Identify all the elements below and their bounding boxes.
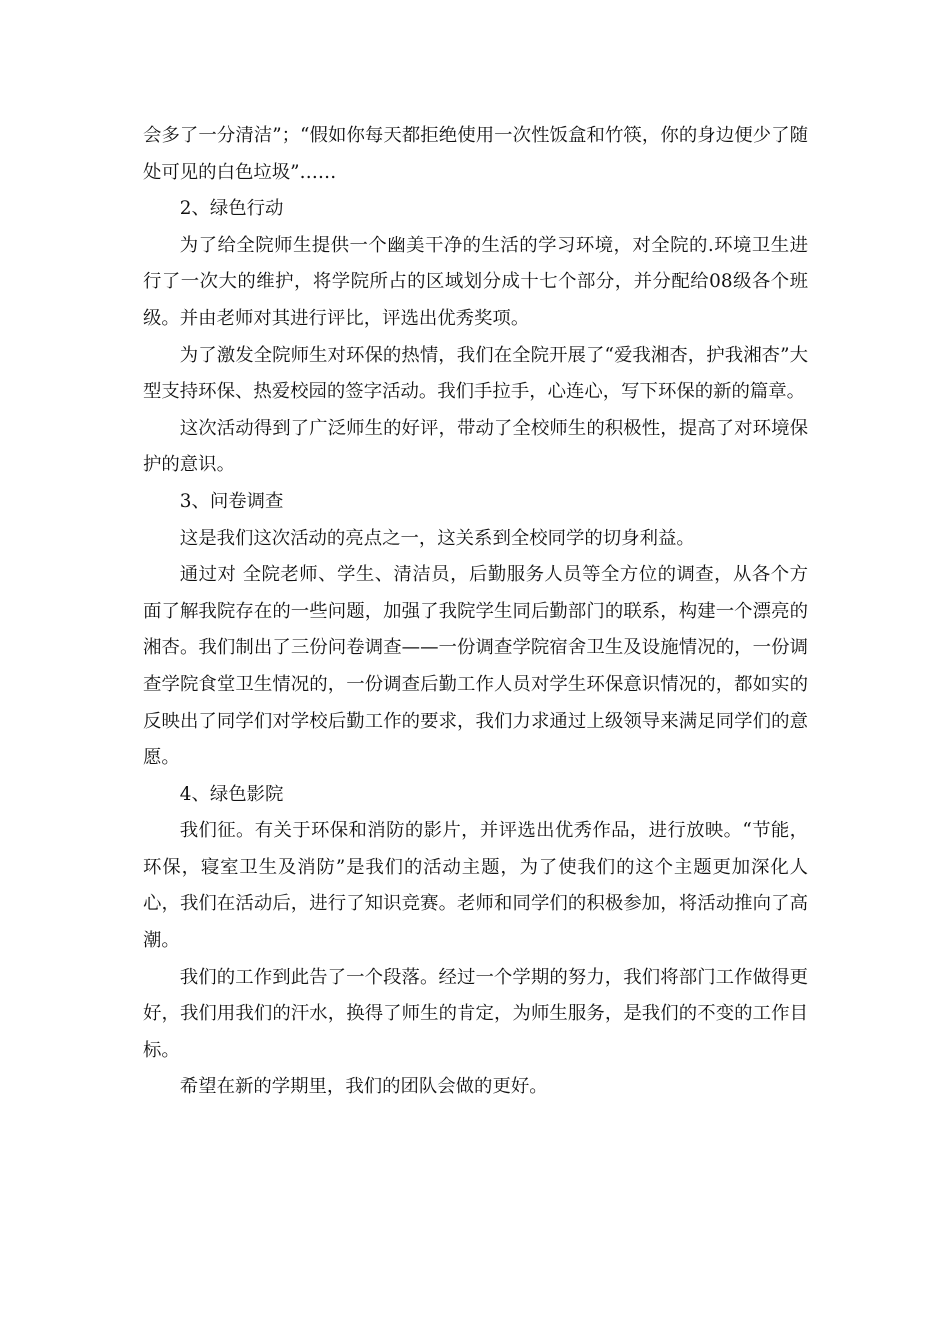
section-heading-green-cinema: 4、绿色影院 — [179, 783, 284, 805]
paragraph-signature-campaign: 为了激发全院师生对环保的热情，我们在全院开展了“爱我湘杏，护我湘杏”大型支持环保、热爱校园的签字活动。我们手拉手，心连心，写下环保的新的篇章。 — [143, 344, 808, 403]
section-heading-survey: 3、问卷调查 — [179, 490, 284, 512]
paragraph-activity-feedback: 这次活动得到了广泛师生的好评，带动了全校师生的积极性，提高了对环境保护的意识。 — [143, 417, 808, 476]
paragraph-survey-details: 通过对 全院老师、学生、清洁员，后勤服务人员等全方位的调查，从各个方面了解我院存在的一些问题，加强了我院学生同后勤部门的联系，构建一个漂亮的湘杏。我们制出了三份问卷调查——一份调查学院宿舍卫生及设施情况的，一份调查学院食堂卫生情况的，一份调查后勤工作人员对学生环保意识情况的，都如实的反映出了同学们对学校后勤工作的要求，我们力求通过上级领导来满足同学们的意愿。 — [143, 564, 808, 769]
paragraph-campus-cleaning: 为了给全院师生提供一个幽美干净的生活的学习环境，对全院的.环境卫生进行了一次大的维护，将学院所占的区域划分成十七个部分，并分配给08级各个班级。并由老师对其进行评比，评选出优秀奖项。 — [143, 234, 808, 329]
section-heading-green-action: 2、绿色行动 — [179, 198, 284, 220]
paragraph-continuation: 会多了一分清洁”；“假如你每天都拒绝使用一次性饭盒和竹筷，你的身边便少了随处可见的白色垃圾”…… — [143, 125, 808, 183]
paragraph-work-summary: 我们的工作到此告了一个段落。经过一个学期的努力，我们将部门工作做得更好，我们用我们的汗水，换得了师生的肯定，为师生服务，是我们的不变的工作目标。 — [143, 966, 808, 1061]
paragraph-cinema-activity: 我们征。有关于环保和消防的影片，并评选出优秀作品，进行放映。“节能，环保，寝室卫生及消防”是我们的活动主题，为了使我们的这个主题更加深化人心，我们在活动后，进行了知识竞赛。老师和同学们的积极参加，将活动推向了高潮。 — [143, 820, 808, 952]
paragraph-closing-wish: 希望在新的学期里，我们的团队会做的更好。 — [179, 1076, 548, 1098]
document-body — [143, 118, 808, 1106]
paragraph-survey-highlight: 这是我们这次活动的亮点之一，这关系到全校同学的切身利益。 — [179, 527, 695, 549]
